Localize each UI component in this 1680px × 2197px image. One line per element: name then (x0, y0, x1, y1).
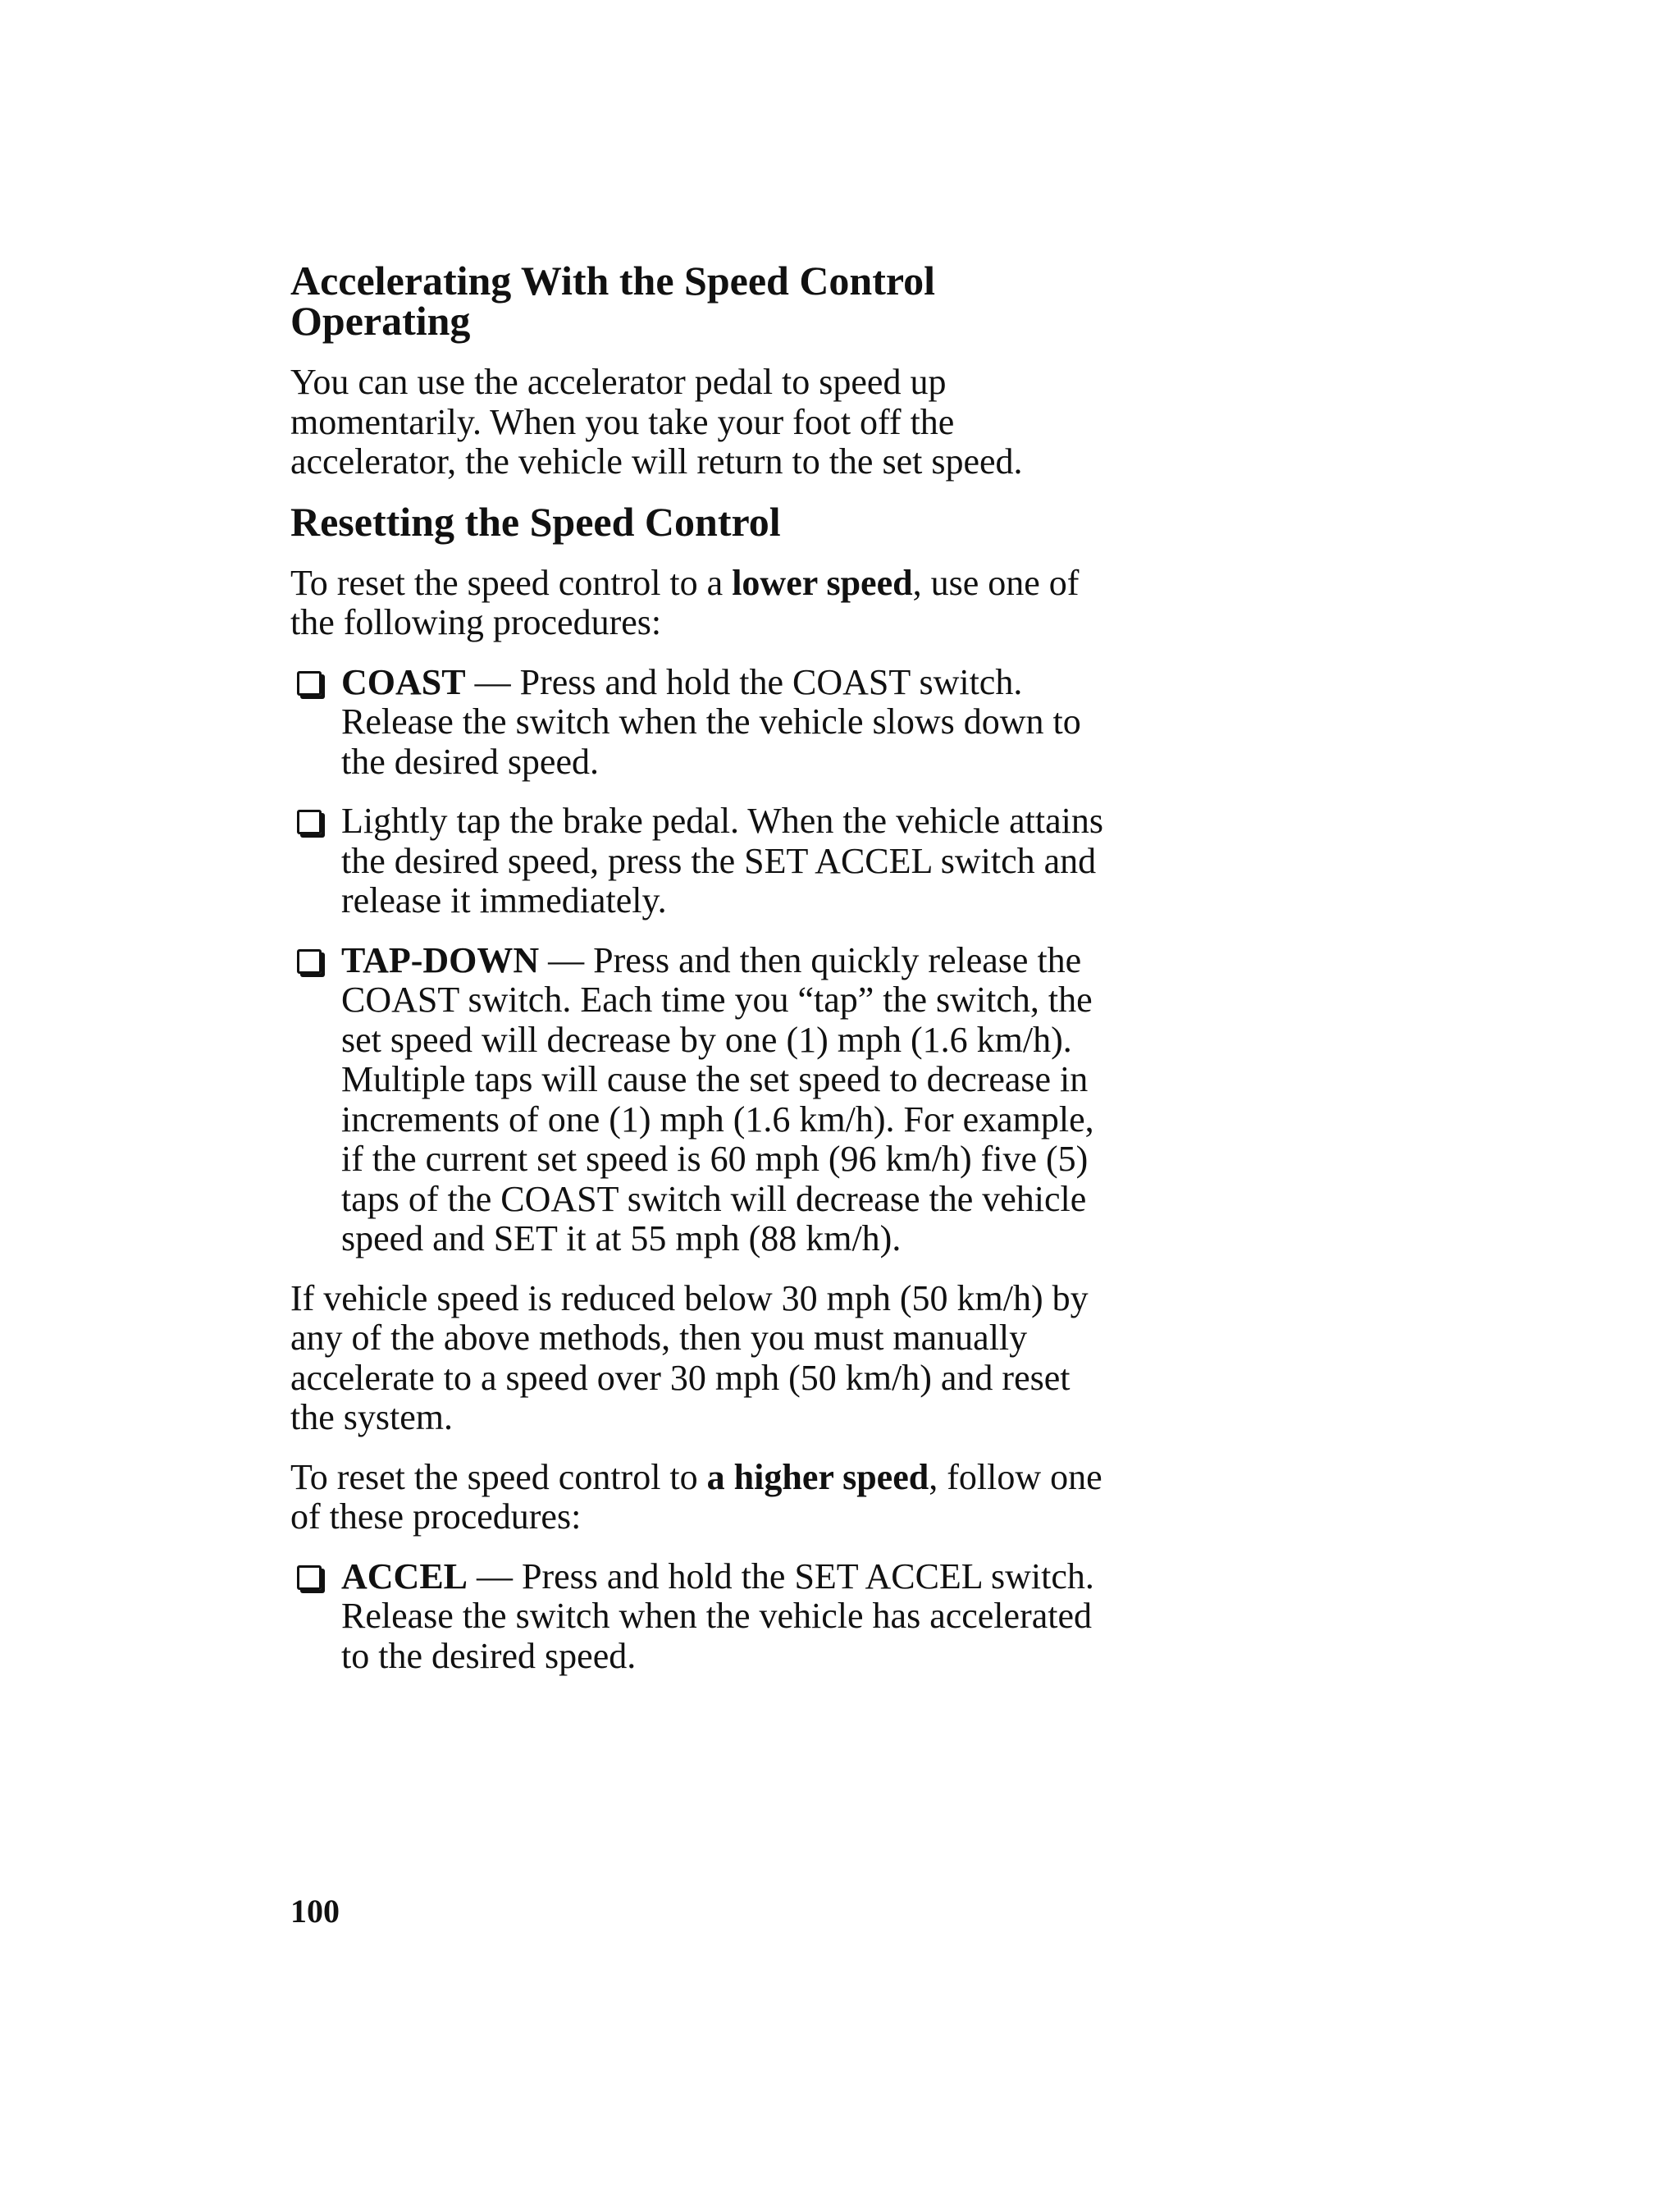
list-item-body: — Press and hold the COAST switch. Release the switch when the vehicle slows down to the desired speed. (341, 661, 1081, 782)
list-item-body: — Press and then quickly release the COAST switch. Each time you “tap” the switch, the set speed will decrease by one (1) mph (1.6 km/h). Multiple taps will cause the set speed to decrease in increments of one (1) mph (1.6 km/h). For example, if the current set speed is 60 mph (96 km/h) five (5) taps of the COAST switch will decrease the vehicle speed and SET it at 55 mph (88 km/h). (341, 939, 1094, 1258)
manual-page (290, 258, 1111, 1696)
below-30-note: If vehicle speed is reduced below 30 mph (50 km/h) by any of the above methods, then you must manually accelerate to a speed over 30 mph (50 km/h) and reset the system. (290, 1277, 1089, 1437)
list-item-body: Lightly tap the brake pedal. When the vehicle attains the desired speed, press the SET ACCEL switch and release it immediately. (341, 801, 1103, 920)
list-item-accel (290, 1557, 1111, 1677)
section-heading-accelerating (290, 258, 1111, 344)
checkbox-bullet-icon (297, 1565, 322, 1590)
heading-line-1: Accelerating With the Speed Control (290, 258, 936, 304)
higher-intro-before: To reset the speed control to (290, 1456, 707, 1497)
heading-line-2: Operating (290, 298, 471, 344)
lower-intro-before: To reset the speed control to a (290, 562, 733, 603)
list-item-coast (290, 663, 1111, 783)
list-item-body: — Press and hold the SET ACCEL switch. Release the switch when the vehicle has accelerated to the desired speed. (341, 1555, 1094, 1676)
checkbox-bullet-icon (297, 810, 322, 834)
lower-intro-after: , use one of the following procedures: (290, 562, 1080, 642)
list-item-text (341, 941, 1111, 1259)
list-item-text (341, 1557, 1111, 1677)
higher-intro-bold: a higher speed (706, 1456, 929, 1497)
list-item-text (341, 663, 1111, 783)
section-heading-resetting: Resetting the Speed Control (290, 498, 781, 545)
list-item-brake (290, 802, 1111, 921)
lower-intro-bold: lower speed (732, 562, 913, 603)
list-item-bold: TAP-DOWN (341, 939, 540, 980)
higher-speed-intro (290, 1458, 1111, 1537)
page-number: 100 (290, 1893, 340, 1930)
list-item-tap-down (290, 941, 1111, 1259)
list-item-bold: ACCEL (341, 1555, 468, 1596)
higher-intro-after: , follow one of these procedures: (290, 1456, 1102, 1537)
list-item-bold: COAST (341, 661, 466, 702)
list-item-text (341, 802, 1111, 921)
lower-speed-intro (290, 564, 1111, 643)
checkbox-bullet-icon (297, 949, 322, 974)
accelerating-body: You can use the accelerator pedal to speed up momentarily. When you take your foot off the accelerator, the vehicle will return to the set speed. (290, 362, 1023, 482)
checkbox-bullet-icon (297, 671, 322, 696)
